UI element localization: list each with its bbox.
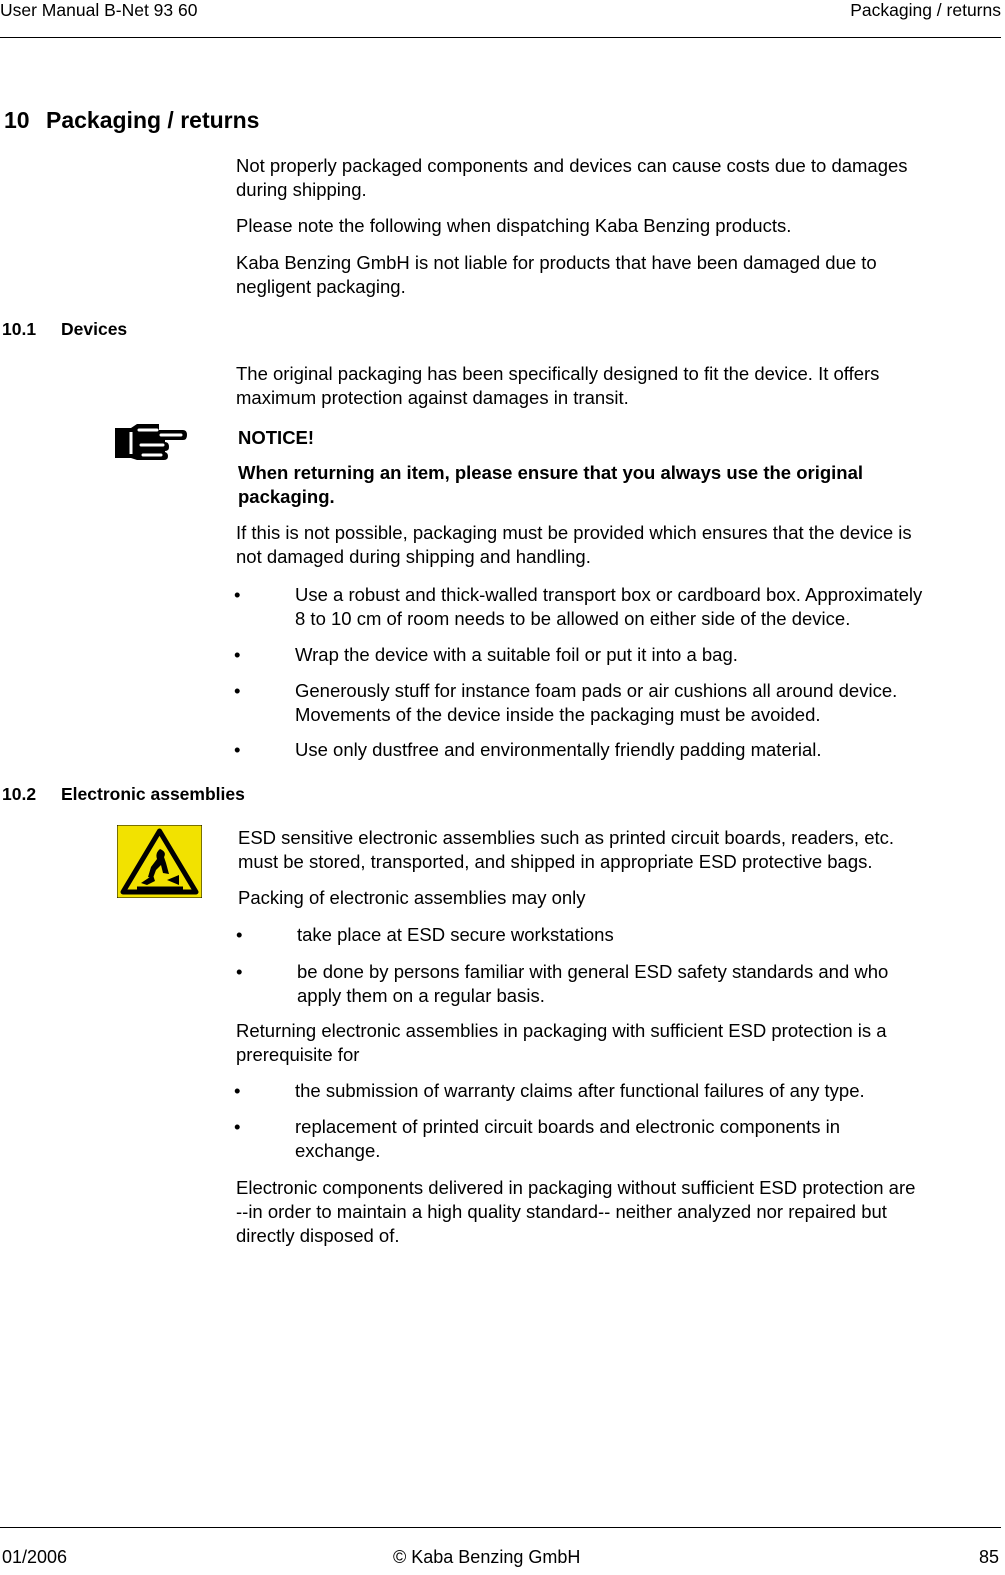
- esd-warning-icon: [117, 825, 202, 898]
- footer-rule: [0, 1527, 1001, 1528]
- header-chapter-title: Packaging / returns: [850, 0, 1001, 20]
- devices-intro: The original packaging has been specifically designed to fit the device. It offers maximum protection against damages in transit.: [236, 363, 880, 408]
- intro-paragraph-3: Kaba Benzing GmbH is not liable for products that have been damaged due to negligent packaging.: [236, 252, 877, 297]
- footer-page-number: 85: [978, 1547, 999, 1567]
- devices-bullet-3: Generously stuff for instance foam pads or air cushions all around device. Movements of the device inside the packaging must be avoided.: [295, 680, 898, 725]
- footer-copyright: © Kaba Benzing GmbH: [393, 1547, 581, 1567]
- pointing-hand-icon: [113, 420, 187, 462]
- bullet-glyph: •: [234, 1080, 241, 1101]
- bullet-glyph: •: [236, 924, 243, 945]
- devices-bullet-1: Use a robust and thick-walled transport box or cardboard box. Approximately 8 to 10 cm of room needs to be allowed on either side of the device.: [295, 584, 923, 629]
- footer-date: 01/2006: [2, 1547, 68, 1567]
- notice-label: NOTICE!: [238, 427, 315, 448]
- intro-paragraph-1: Not properly packaged components and devices can cause costs due to damages during shipping.: [236, 155, 908, 200]
- packing-intro: Packing of electronic assemblies may only: [238, 887, 586, 908]
- bullet-glyph: •: [234, 739, 241, 760]
- devices-fallback-paragraph: If this is not possible, packaging must be provided which ensures that the device is not damaged during shipping and handling.: [236, 522, 912, 567]
- returning-bullet-1: the submission of warranty claims after functional failures of any type.: [295, 1080, 865, 1101]
- returning-paragraph: Returning electronic assemblies in packaging with sufficient ESD protection is a prerequisite for: [236, 1020, 887, 1065]
- section-number: 10: [4, 107, 30, 133]
- header-manual-title: User Manual B-Net 93 60: [0, 0, 198, 20]
- section-title: Packaging / returns: [46, 107, 260, 133]
- bullet-glyph: •: [234, 680, 241, 701]
- bullet-glyph: •: [234, 584, 241, 605]
- devices-bullet-2: Wrap the device with a suitable foil or put it into a bag.: [295, 644, 738, 665]
- devices-bullet-4: Use only dustfree and environmentally friendly padding material.: [295, 739, 822, 760]
- subsection-title-devices: Devices: [61, 319, 128, 339]
- packing-bullet-2: be done by persons familiar with general ESD safety standards and who apply them on a regular basis.: [297, 961, 889, 1006]
- bullet-glyph: •: [234, 644, 241, 665]
- packing-bullet-1: take place at ESD secure workstations: [297, 924, 614, 945]
- closing-paragraph: Electronic components delivered in packaging without sufficient ESD protection are --in order to maintain a high quality standard-- neither analyzed nor repaired but directly disposed of.: [236, 1177, 916, 1246]
- subsection-number-electronic: 10.2: [2, 784, 37, 804]
- header-rule: [0, 37, 1001, 38]
- subsection-number-devices: 10.1: [2, 319, 37, 339]
- bullet-glyph: •: [236, 961, 243, 982]
- notice-text: When returning an item, please ensure that you always use the original packaging.: [238, 462, 864, 507]
- intro-paragraph-2: Please note the following when dispatching Kaba Benzing products.: [236, 215, 792, 236]
- subsection-title-electronic: Electronic assemblies: [61, 784, 245, 804]
- bullet-glyph: •: [234, 1116, 241, 1137]
- esd-intro: ESD sensitive electronic assemblies such as printed circuit boards, readers, etc. must be stored, transported, and shipped in appropriate ESD protective bags.: [238, 827, 895, 872]
- returning-bullet-2: replacement of printed circuit boards and electronic components in exchange.: [295, 1116, 841, 1161]
